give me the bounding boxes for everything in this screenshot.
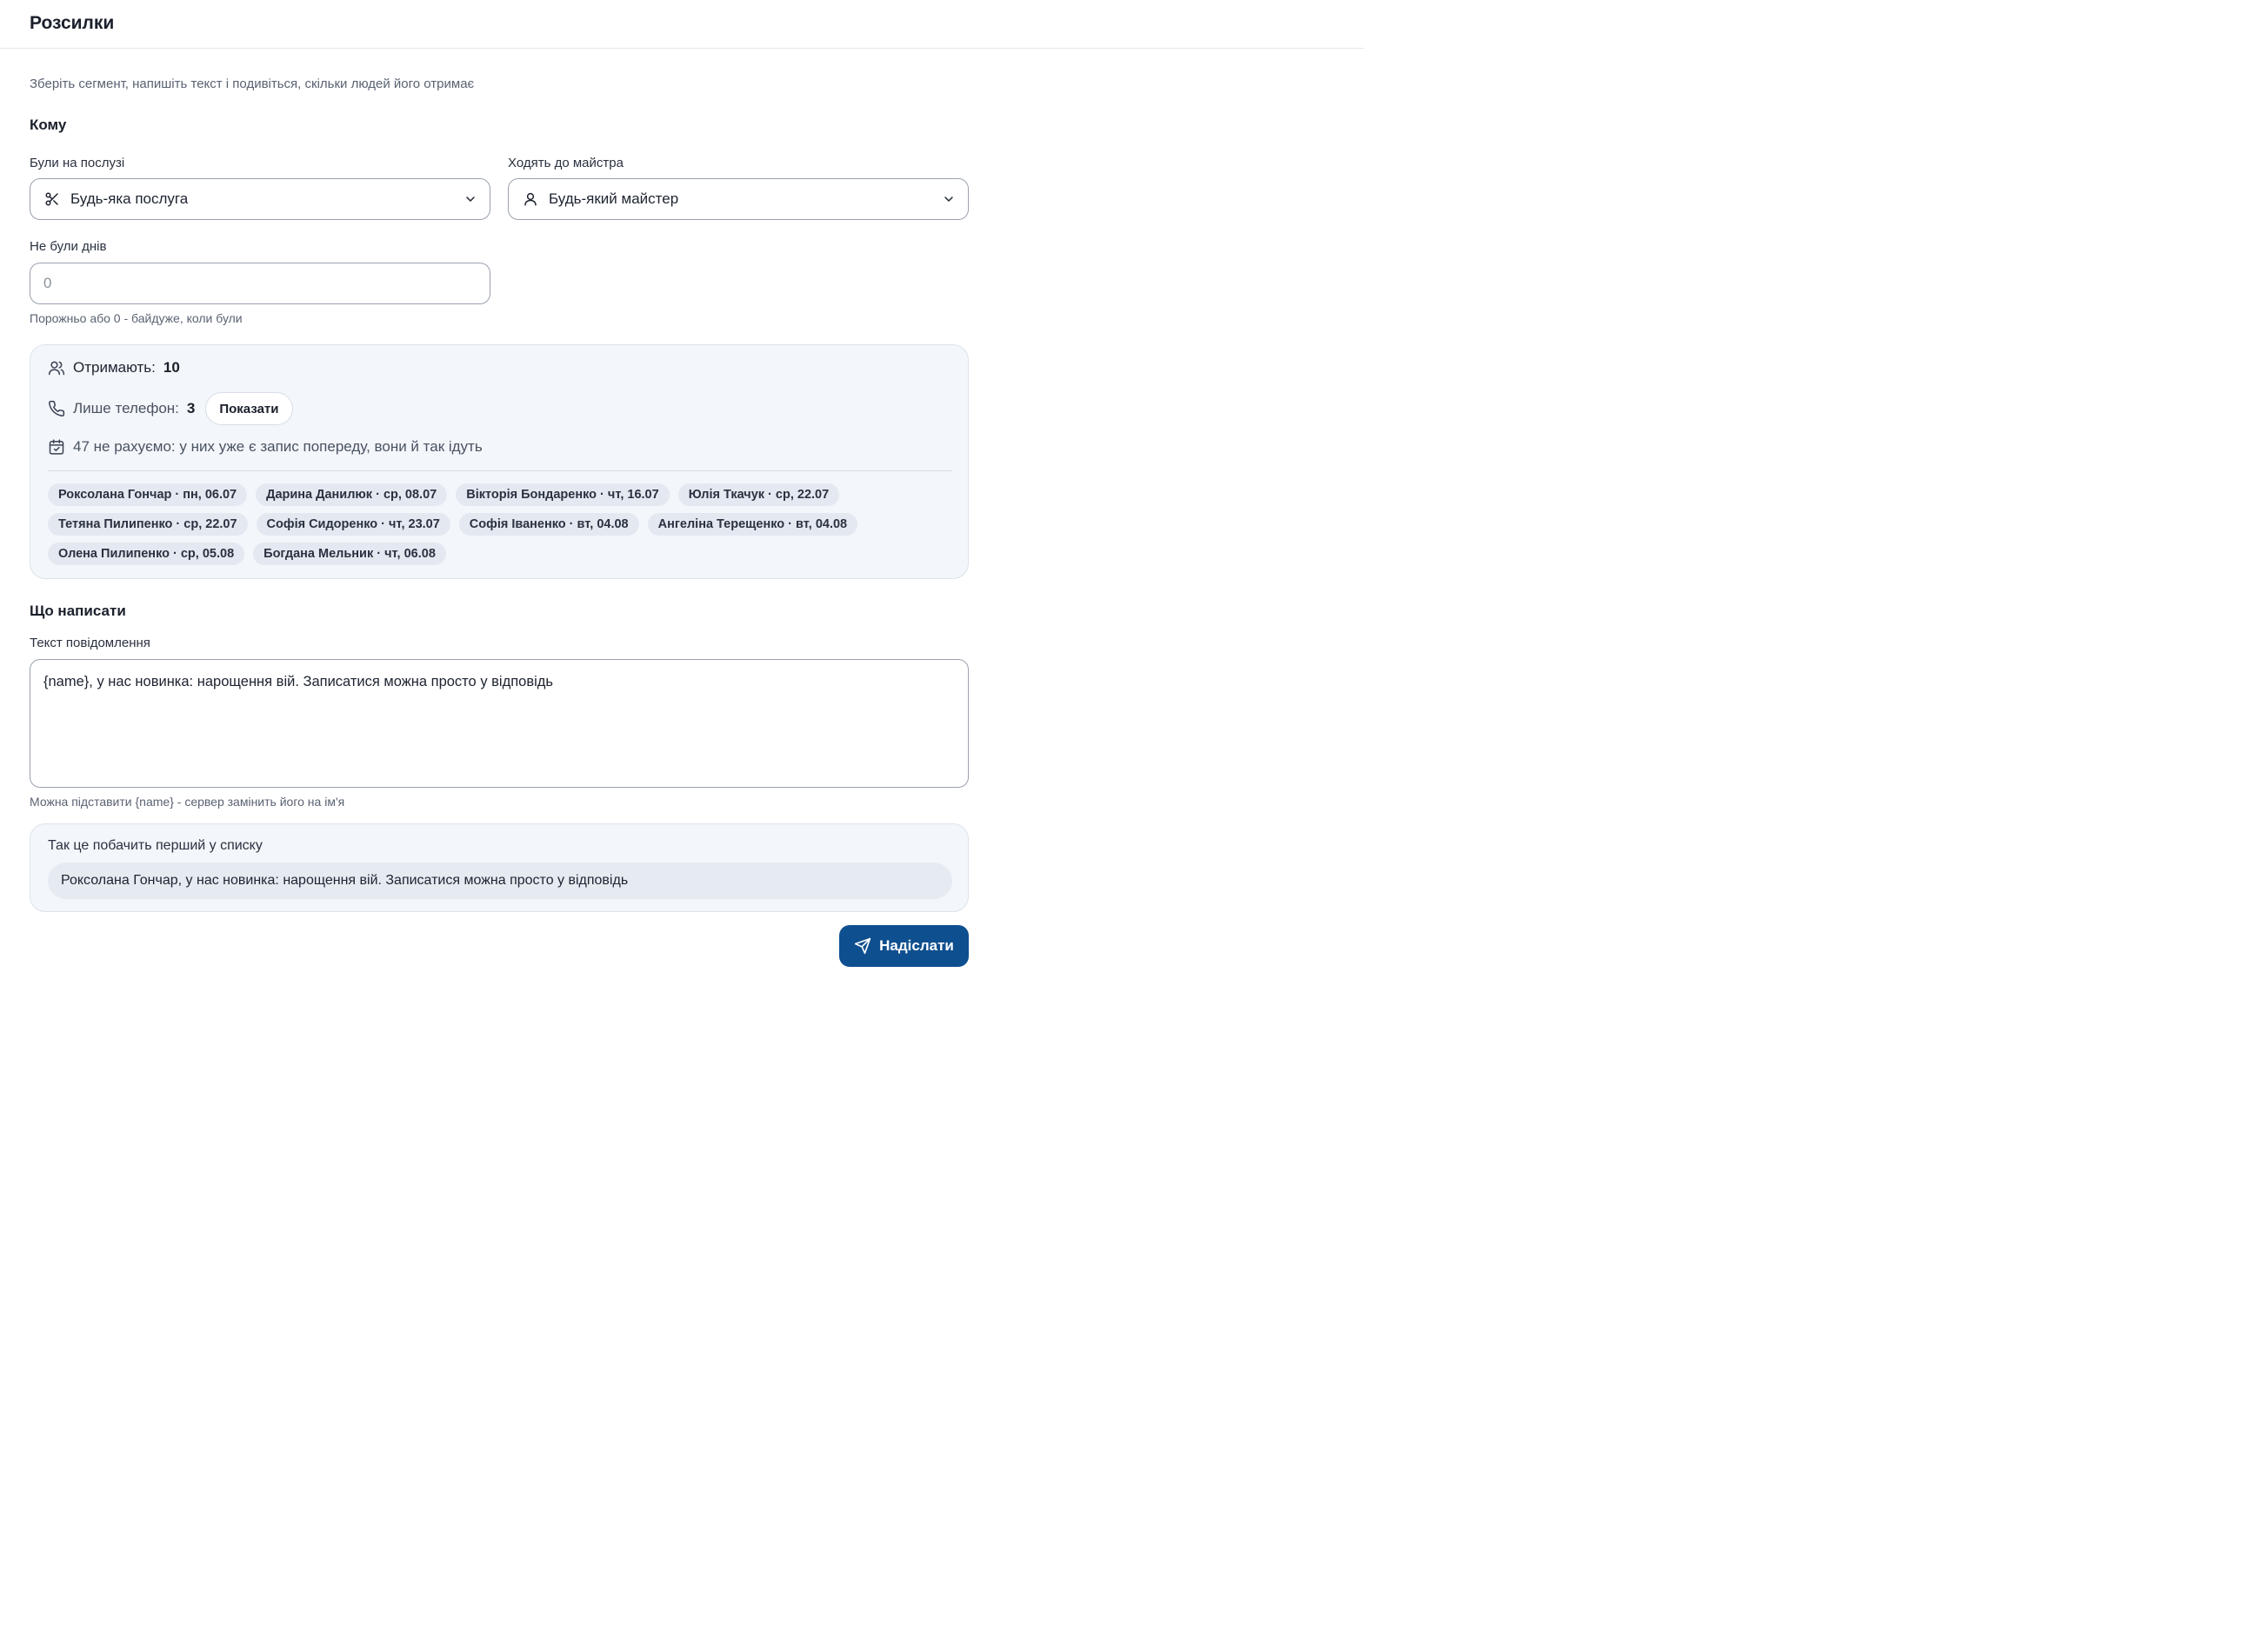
master-select[interactable] xyxy=(508,178,969,220)
scissors-icon xyxy=(44,191,60,207)
recipients-label: Отримають: xyxy=(73,359,156,376)
upcoming-client-chip: Ангеліна Терещенко · вт, 04.08 xyxy=(648,513,858,536)
days-absent-input[interactable] xyxy=(30,263,490,304)
phone-only-label: Лише телефон: xyxy=(73,400,179,416)
page-intro: Зберіть сегмент, напишіть текст і подивіться, скільки людей його отримає xyxy=(30,77,475,91)
upcoming-clients-list xyxy=(48,483,952,565)
upcoming-client-chip: Роксолана Гончар · пн, 06.07 xyxy=(48,483,247,506)
audience-section-title: Кому xyxy=(30,117,67,133)
recipients-count: 10 xyxy=(163,359,180,376)
service-filter-label: Були на послузі xyxy=(30,156,125,170)
send-button-label: Надіслати xyxy=(879,937,954,954)
recipients-summary-panel xyxy=(30,344,969,579)
upcoming-client-chip: Софія Іваненко · вт, 04.08 xyxy=(459,513,639,536)
send-icon xyxy=(854,937,871,955)
upcoming-client-chip: Дарина Данилюк · ср, 08.07 xyxy=(256,483,447,506)
message-textarea[interactable] xyxy=(30,659,969,788)
service-select-value: Будь-яка послуга xyxy=(70,190,189,207)
show-phone-only-button[interactable]: Показати xyxy=(205,392,292,425)
message-section-title: Що написати xyxy=(30,603,126,619)
summary-divider xyxy=(48,470,952,471)
upcoming-client-chip: Юлія Ткачук · ср, 22.07 xyxy=(678,483,839,506)
phone-only-count: 3 xyxy=(186,400,196,416)
calendar-check-icon xyxy=(48,438,65,456)
excluded-row xyxy=(48,438,483,456)
send-button[interactable] xyxy=(839,925,969,967)
preview-label: Так це побачить перший у списку xyxy=(48,838,263,853)
days-absent-label: Не були днів xyxy=(30,239,107,254)
upcoming-client-chip: Богдана Мельник · чт, 06.08 xyxy=(253,543,446,565)
phone-icon xyxy=(48,400,65,417)
user-icon xyxy=(523,191,538,207)
message-text-label: Текст повідомлення xyxy=(30,636,150,650)
master-select-value: Будь-який майстер xyxy=(549,190,679,207)
upcoming-client-chip: Олена Пилипенко · ср, 05.08 xyxy=(48,543,244,565)
upcoming-client-chip: Вікторія Бондаренко · чт, 16.07 xyxy=(456,483,669,506)
upcoming-client-chip: Софія Сидоренко · чт, 23.07 xyxy=(257,513,450,536)
chevron-down-icon xyxy=(464,192,477,206)
message-hint: Можна підставити {name} - сервер замінить його на ім'я xyxy=(30,795,345,809)
master-filter-label: Ходять до майстра xyxy=(508,156,624,170)
service-select[interactable] xyxy=(30,178,490,220)
phone-only-row xyxy=(48,392,293,425)
message-preview-panel xyxy=(30,823,969,912)
page-header xyxy=(0,0,1364,49)
page-title: Розсилки xyxy=(30,13,115,33)
recipients-row xyxy=(48,359,180,376)
days-absent-hint: Порожньо або 0 - байдуже, коли були xyxy=(30,311,243,325)
users-icon xyxy=(48,359,65,376)
excluded-note: 47 не рахуємо: у них уже є запис попереду, вони й так ідуть xyxy=(73,438,483,455)
upcoming-client-chip: Тетяна Пилипенко · ср, 22.07 xyxy=(48,513,248,536)
preview-text: Роксолана Гончар, у нас новинка: нарощення вій. Записатися можна просто у відповідь xyxy=(48,863,952,899)
chevron-down-icon xyxy=(942,192,956,206)
